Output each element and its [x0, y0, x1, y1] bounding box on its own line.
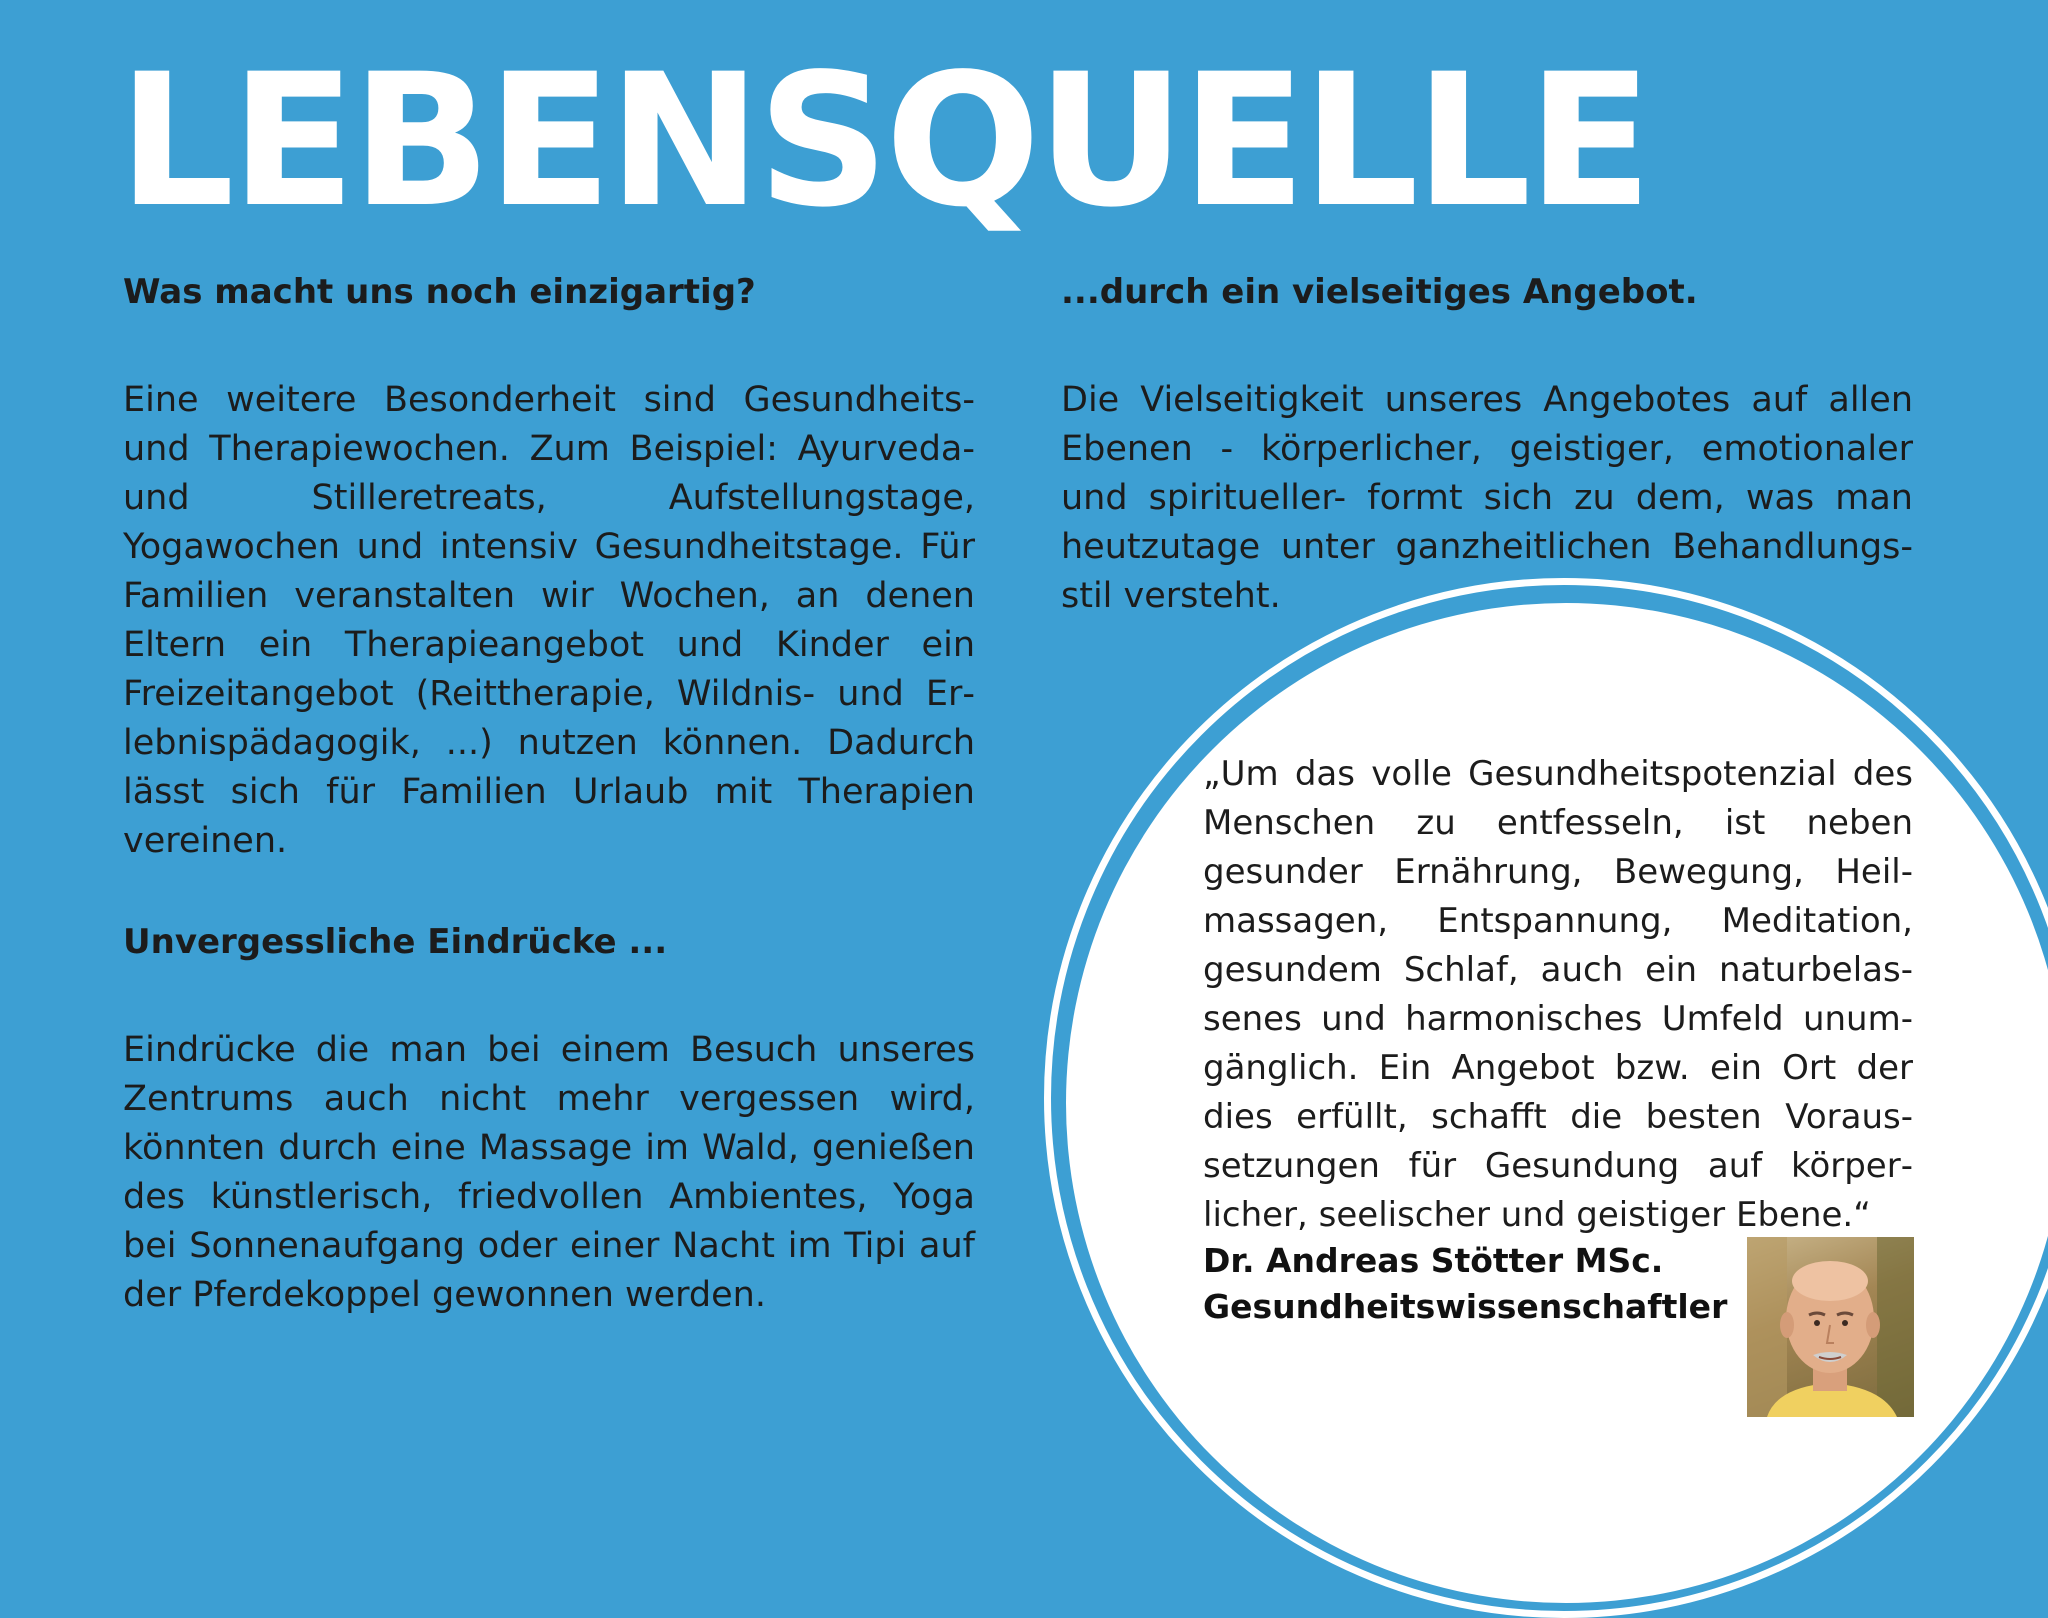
- author-name: Dr. Andreas Stötter MSc.: [1203, 1241, 1664, 1280]
- author-portrait-photo: [1747, 1237, 1914, 1417]
- section-paragraph-offer: Die Vielseitigkeit unseres Angebotes auf allen Ebenen - körperlicher, geistiger, emotionaler und spiritueller- formt sich zu dem, was man heutzutage unter ganzheitlichen Behandlungsstil versteht.: [1061, 380, 1913, 616]
- author-title: Gesundheitswissenschaftler: [1203, 1287, 1728, 1326]
- section-heading-unique: Was macht uns noch einzigartig?: [123, 272, 756, 312]
- quote-text: „Um das volle Gesundheitspotenzial des Menschen zu entfesseln, ist neben gesunder Ernährung, Bewegung, Heilmassagen, Entspannung, Meditation, gesundem Schlaf, auch ein naturbelassenes und harmonisches Umfeld unumgänglich. Ein Angebot bzw. ein Ort der dies erfüllt, schafft die besten Voraussetzungen für Gesundung auf körperlicher, seelischer und geistiger Ebene.“: [1203, 754, 1913, 1235]
- section-heading-impressions: Unvergessliche Eindrücke ...: [123, 922, 668, 962]
- section-paragraph-unique: Eine weitere Besonderheit sind Gesundheits- und Therapiewochen. Zum Beispiel: Ayurveda- und Stilleretreats, Aufstellungstage, Yogawochen und intensiv Gesundheitstage. Für Familien veranstalten wir Wochen, an denen Eltern ein Therapieangebot und Kinder ein Freizeitangebot (Reittherapie, Wildnis- und Erlebnispädagogik, ...) nutzen können. Dadurch lässt sich für Familien Urlaub mit Therapien vereinen.: [123, 380, 975, 861]
- page-title: LEBENSQUELLE: [118, 35, 1649, 248]
- portrait-illustration: [1747, 1237, 1914, 1417]
- right-column: [1061, 262, 1913, 621]
- section-paragraph-impressions: Eindrücke die man bei einem Besuch unseres Zentrums auch nicht mehr vergessen wird, könnten durch eine Massage im Wald, genießen des künstlerisch, friedvollen Ambientes, Yoga bei Sonnenaufgang oder einer Nacht im Tipi auf der Pferdekoppel gewonnen werden.: [123, 1030, 975, 1315]
- section-heading-offer: ...durch ein vielseitiges Angebot.: [1061, 272, 1698, 312]
- quote-author: [1203, 1238, 1727, 1330]
- left-column: [123, 262, 975, 1320]
